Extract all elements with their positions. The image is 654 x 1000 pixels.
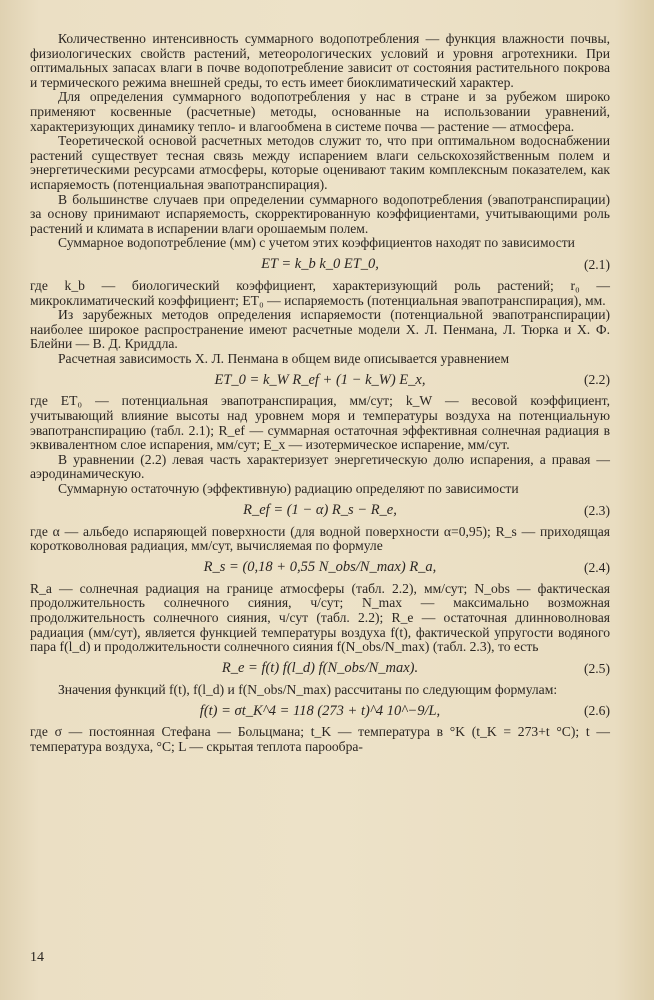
- equation-formula: ET_0 = k_W R_ef + (1 − k_W) E_x,: [214, 371, 426, 388]
- page-number: 14: [30, 950, 44, 965]
- paragraph-3: Теоретической основой расчетных методов служит то, что при оптимальном водоснабжении растений существует тесная связь между испарением влаги сельскохозяйственным полем и энергетическими ресурсами атмосферы, которые оценивают таким комплексным показателем, как испаряемость (потенциальная эвапотранспирация).: [30, 133, 610, 192]
- equation-2-1: [30, 253, 610, 277]
- paragraph-5: Суммарное водопотребление (мм) с учетом этих коэффициентов находят по зависимости: [58, 235, 575, 251]
- paragraph-10: В уравнении (2.2) левая часть характеризует энергетическую долю испарения, а правая — аэродинамическую.: [30, 451, 610, 482]
- equation-formula: ET = k_b k_0 ET_0,: [261, 256, 379, 273]
- equation-number: (2.5): [583, 660, 610, 676]
- paragraph-9: где ET₀ — потенциальная эвапотранспирация, мм/сут; k_W — весовой коэффициент, учитывающий влияние высоты над уровнем моря и температуры воздуха на потенциальную эвапотранспирацию (табл. 2.1); R_ef — суммарная остаточная эффективная солнечная радиация в эквивалентном слое испарения, мм/сут; E_x — изотермическое испарение, мм/сут.: [30, 393, 610, 453]
- equation-2-5: [30, 657, 610, 681]
- equation-formula: R_e = f(t) f(l_d) f(N_obs/N_max).: [221, 660, 419, 677]
- paragraph-15: где σ — постоянная Стефана — Больцмана; t_K — температура в °K (t_K = 273+t °C); t — температура воздуха, °C; L — скрытая теплота парообра-: [30, 724, 610, 754]
- paragraph-4: В большинстве случаев при определении суммарного водопотребления (эвапотранспирации) за основу принимают испаряемость, скорректированную коэффициентами, учитывающими роль растений и климата в испарении влаги орошаемым полем.: [30, 191, 610, 236]
- equation-number: (2.6): [583, 703, 610, 719]
- equation-number: (2.1): [583, 256, 610, 272]
- paragraph-13: R_a — солнечная радиация на границе атмосферы (табл. 2.2), мм/сут; N_obs — фактическая продолжительность солнечного сияния, ч/сут; N_max — максимально возможная продолжительность солнечного сияния, ч/сут (табл. 2.2); R_e — остаточная длинноволновая радиация (мм/сут), является функцией температуры воздуха f(t), фактической упругости водяного пара f(l_d) и продолжительности солнечного сияния f(N_obs/N_max) (табл. 2.3), то есть: [30, 580, 610, 655]
- equation-formula: R_ef = (1 − α) R_s − R_e,: [243, 502, 397, 519]
- paragraph-12: где α — альбедо испаряющей поверхности (для водной поверхности α=0,95); R_s — приходящая коротковолновая радиация, мм/сут, вычисляемая по формуле: [30, 523, 610, 554]
- equation-2-3: [30, 499, 610, 523]
- equation-number: (2.2): [583, 372, 610, 388]
- paragraph-11: Суммарную остаточную (эффективную) радиацию определяют по зависимости: [58, 481, 519, 497]
- equation-2-4: [30, 556, 610, 580]
- paragraph-14: Значения функций f(t), f(l_d) и f(N_obs/N_max) рассчитаны по следующим формулам:: [58, 681, 558, 697]
- equation-number: (2.4): [583, 559, 610, 575]
- paragraph-7: Из зарубежных методов определения испаряемости (потенциальной эвапотранспирации) наиболее широкое распространение имеют расчетные модели Х. Л. Пенмана, Л. Тюрка и Х. Ф. Блейни — В. Д. Криддла.: [30, 307, 610, 352]
- paragraph-1: Количественно интенсивность суммарного водопотребления — функция влажности почвы, физиологических свойств растений, метеорологических условий и уровня агротехники. При оптимальных запасах влаги в почве водопотребление зависит от состояния растительного покрова и термического режима внешней среды, то есть имеет биоклиматический характер.: [30, 31, 610, 90]
- paragraph-2: Для определения суммарного водопотребления у нас в стране и за рубежом широко применяют косвенные (расчетные) методы, основанные на использовании уравнений, характеризующих динамику тепло- и влагообмена в системе почва — растение — атмосфера.: [30, 89, 610, 134]
- equation-formula: f(t) = σt_K^4 = 118 (273 + t)^4 10^−9/L,: [199, 702, 441, 719]
- paragraph-6: где k_b — биологический коэффициент, характеризующий роль растений; r₀ — микроклиматический коэффициент; ET₀ — испаряемость (потенциальная эвапотранспирация), мм.: [30, 277, 610, 308]
- equation-formula: R_s = (0,18 + 0,55 N_obs/N_max) R_a,: [203, 559, 437, 576]
- paragraph-8: Расчетная зависимость Х. Л. Пенмана в общем виде описывается уравнением: [58, 350, 510, 366]
- equation-number: (2.3): [583, 502, 610, 518]
- equation-2-2: [30, 368, 610, 392]
- equation-2-6: [30, 699, 610, 723]
